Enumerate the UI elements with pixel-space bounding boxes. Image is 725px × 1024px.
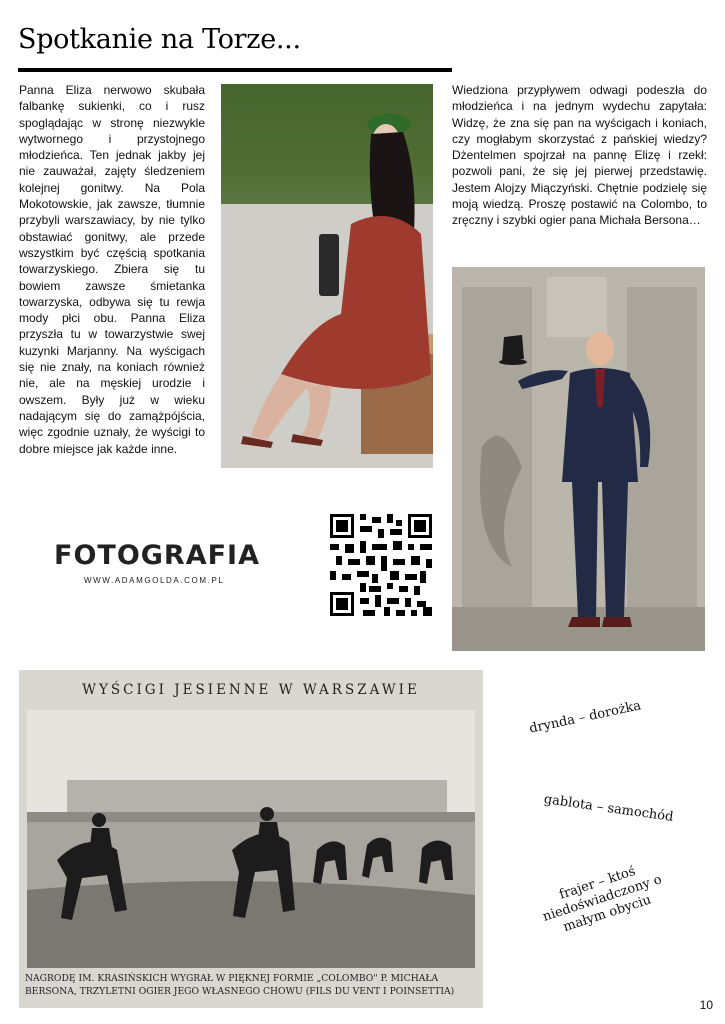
glossary-item-gablota: gablota – samochód: [542, 792, 675, 826]
page-title: Spotkanie na Torze...: [18, 24, 301, 55]
fotografia-website: WWW.ADAMGOLDA.COM.PL: [84, 576, 225, 585]
fotografia-logo: [54, 540, 280, 585]
archive-caption: NAGRODĘ IM. KRASIŃSKICH WYGRAŁ W PIĘKNEJ FORMIE „COLOMBO" P. MICHAŁA BERSONA, TRZYLETNI OGIER JEGO WŁASNEGO CHOWU (FILS DU VENT I POINSETTIA): [25, 973, 455, 997]
fotografia-brand-text: FOTOGRAFIA: [54, 540, 261, 571]
archive-heading: WYŚCIGI JESIENNE W WARSZAWIE: [82, 682, 420, 698]
photo-woman-on-bench: [221, 84, 433, 468]
race-scene-illustration: [27, 710, 475, 968]
photo-woman-illustration: [221, 84, 433, 468]
photo-man-in-suit: [452, 267, 705, 651]
qr-code-icon: [330, 514, 432, 616]
article-text-right: Wiedziona przypływem odwagi podeszła do młodzieńca i na jednym wydechu zapytała: Widzę, że zna się pan na wyścigach i koniach, czy mogłabym skorzystać z pańskiej wiedzy? Dżentelmen spojrzał na pannę Elizę i rzekł: pozwoli pani, że się jej pierwej przedstawię. Jestem Alojzy Miączyński. Chętnie podzielę się moją wiedzą. Proszę postawić na Colombo, to zręczny i szybki ogier pana Michała Bersona…: [452, 83, 707, 228]
page-number: 10: [699, 998, 713, 1012]
glossary-item-frajer: frajer – ktoś niedoświadczony o małym obyciu: [541, 863, 664, 935]
article-text-left: Panna Eliza nerwowo skubała falbankę sukienki, co i rusz spoglądając w stronę niezwykle wytwornego i przystojnego młodzieńca. Ten jednak jakby jej nie zauważał, zajęty śledzeniem kolejnej gonitwy. Na Pola Mokotowskie, jak zawsze, tłumnie przybyli warszawiacy, by nie tylko obstawiać gonitwy, ale przede wszystkim być częścią spotkania towarzyskiego. Zbiera się tu bowiem zawsze śmietanka towarzyska, odbywa się tu rewja mody płci obu. Panna Eliza przyszła tu w towarzystwie swej kuzynki Marjanny. Na wyścigach się nie znały, na koniach również nie, ale na męskiej urodzie i owszem. Były już w wieku nadającym się do zamążpójścia, więc zgodnie uznały, że wyścigi to dobre miejsce jak każde inne.: [19, 83, 205, 456]
fotografia-brand: [54, 540, 280, 571]
photo-man-illustration: [452, 267, 705, 651]
qr-code[interactable]: [330, 514, 432, 616]
title-underline: [18, 68, 452, 72]
archive-race-photo: [19, 670, 483, 1008]
glossary-item-dryndа: dryndа – dorożka: [528, 698, 643, 737]
